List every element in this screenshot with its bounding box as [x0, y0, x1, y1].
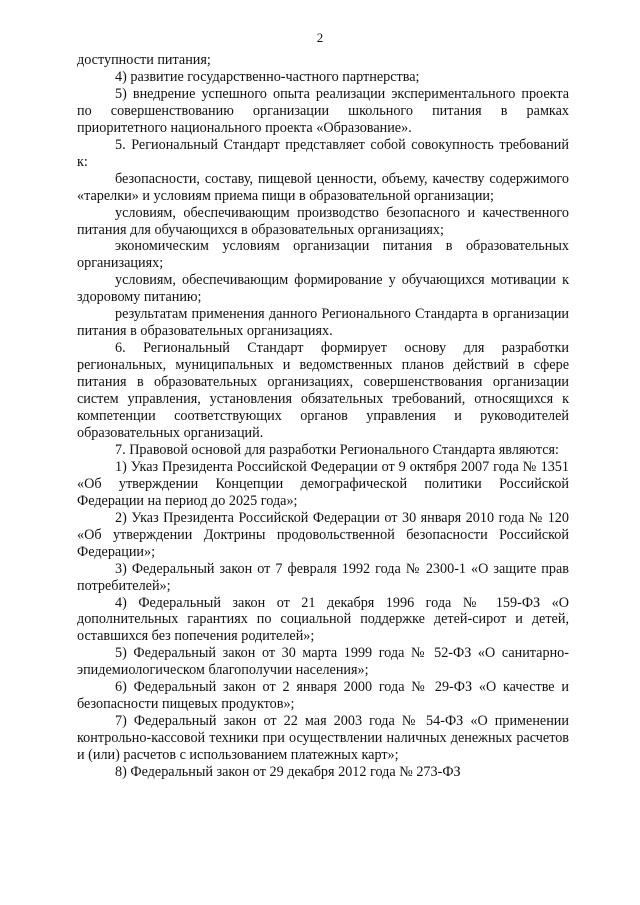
paragraph: 2) Указ Президента Российской Федерации от 30 января 2010 года № 120 «Об утверждении Доктрины продовольственной безопасности Российской Федерации»;	[77, 509, 569, 560]
page-number: 2	[316, 30, 324, 45]
paragraph: условиям, обеспечивающим формирование у обучающихся мотивации к здоровому питанию;	[77, 272, 569, 306]
paragraph: 5) Федеральный закон от 30 марта 1999 года № 52-ФЗ «О санитарно-эпидемиологическом благополучии населения»;	[77, 645, 569, 679]
paragraph: экономическим условиям организации питания в образовательных организациях;	[77, 238, 569, 272]
paragraph: безопасности, составу, пищевой ценности, объему, качеству содержимого «тарелки» и условиям приема пищи в образовательной организации;	[77, 170, 569, 204]
paragraph: 8) Федеральный закон от 29 декабря 2012 года № 273-ФЗ	[115, 764, 461, 781]
paragraph: 1) Указ Президента Российской Федерации от 9 октября 2007 года № 1351 «Об утверждении Концепции демографической политики Российской Федерации на период до 2025 года»;	[77, 458, 569, 509]
paragraph: 4) Федеральный закон от 21 декабря 1996 года № 159-ФЗ «О дополнительных гарантиях по социальной поддержке детей-сирот и детей, оставшихся без попечения родителей»;	[77, 594, 569, 645]
paragraph: 3) Федеральный закон от 7 февраля 1992 года № 2300-1 «О защите прав потребителей»;	[77, 560, 569, 594]
paragraph: 7. Правовой основой для разработки Регионального Стандарта являются:	[115, 441, 559, 458]
paragraph: результатам применения данного Регионального Стандарта в организации питания в образовательных организациях.	[77, 306, 569, 340]
paragraph: 6) Федеральный закон от 2 января 2000 года № 29-ФЗ «О качестве и безопасности пищевых продуктов»;	[77, 679, 569, 713]
paragraph: 5. Региональный Стандарт представляет собой совокупность требований к:	[77, 136, 569, 170]
paragraph: условиям, обеспечивающим производство безопасного и качественного питания для обучающихся в образовательных организациях;	[77, 204, 569, 238]
paragraph: 4) развитие государственно-частного партнерства;	[115, 68, 420, 85]
document-body	[77, 52, 569, 781]
paragraph: 5) внедрение успешного опыта реализации экспериментального проекта по совершенствованию организации школьного питания в рамках приоритетного национального проекта «Образование».	[77, 85, 569, 136]
paragraph: доступности питания;	[77, 52, 211, 68]
paragraph: 6. Региональный Стандарт формирует основу для разработки региональных, муниципальных и ведомственных планов действий в сфере питания в образовательных организациях, совершенствования организации систем управления, установления обязательных требований, относящихся к компетенции соответствующих органов управления и руководителей образовательных организаций.	[77, 340, 569, 441]
paragraph: 7) Федеральный закон от 22 мая 2003 года № 54-ФЗ «О применении контрольно-кассовой техники при осуществлении наличных денежных расчетов и (или) расчетов с использованием платежных карт»;	[77, 713, 569, 764]
